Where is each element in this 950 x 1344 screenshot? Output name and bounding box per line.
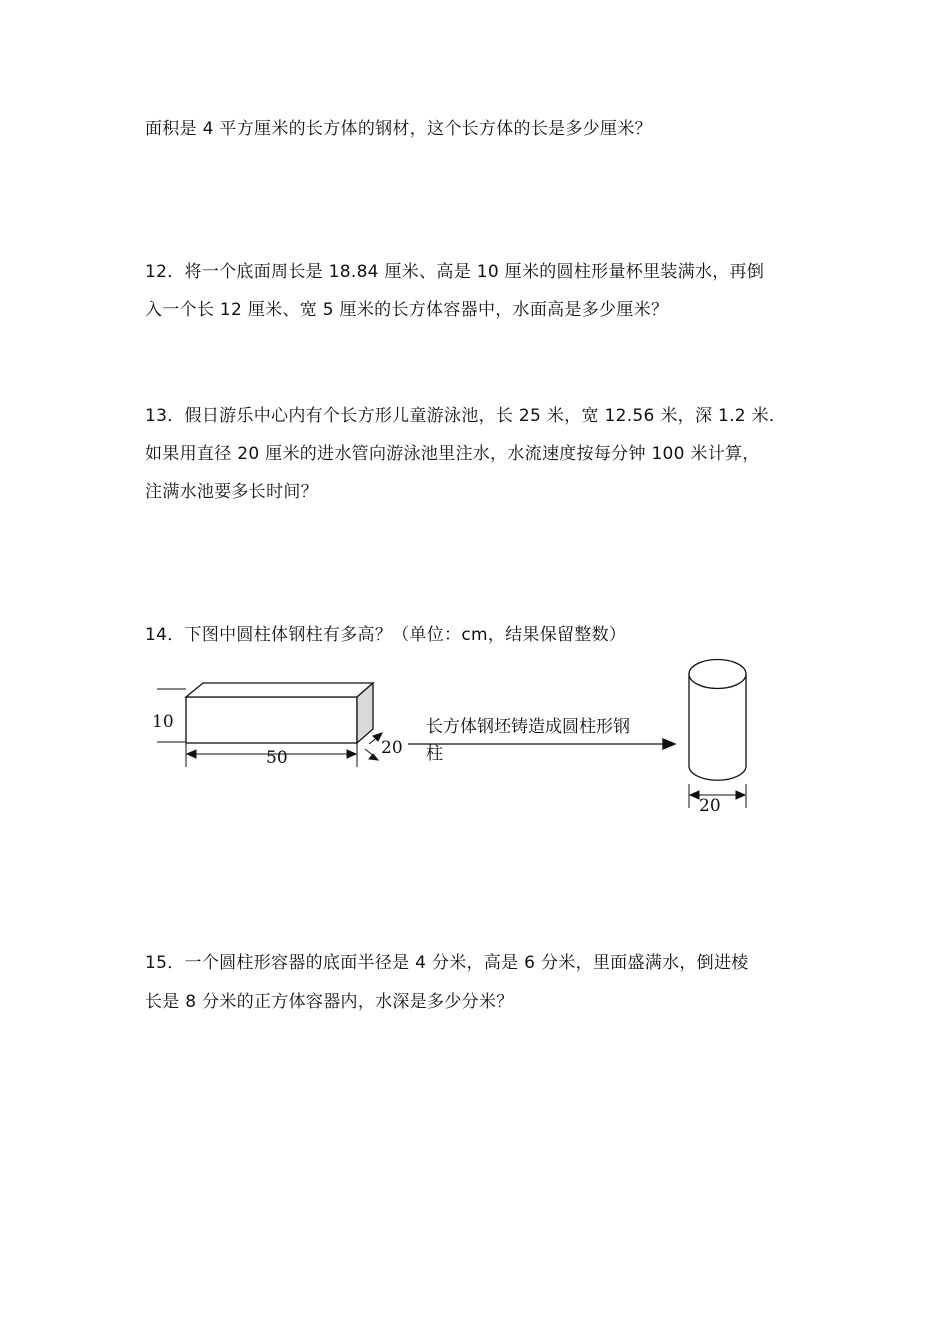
cylinder-figure	[689, 660, 746, 781]
question-12-line-1: 12．将一个底面周长是 18.84 厘米、高是 10 厘米的圆柱形量杯里装满水，再倒	[145, 262, 765, 282]
cylinder-top	[689, 660, 746, 689]
question-13-line-2: 如果用直径 20 厘米的进水管向游泳池里注水，水流速度按每分钟 100 米计算，	[145, 444, 760, 464]
arrow-caption-line-2: 柱	[426, 744, 443, 764]
cuboid-front-face	[186, 697, 357, 743]
question-11-continuation: 面积是 4 平方厘米的长方体的钢材，这个长方体的长是多少厘米？	[145, 119, 652, 139]
question-15-line-2: 长是 8 分米的正方体容器内，水深是多少分米？	[145, 992, 514, 1012]
transform-arrow	[408, 739, 675, 749]
depth-dimension	[365, 733, 382, 760]
question-14-line-1: 14．下图中圆柱体钢柱有多高？（单位：cm，结果保留整数）	[145, 625, 627, 645]
cylinder-body	[689, 674, 746, 780]
cuboid-top-face	[186, 683, 373, 697]
question-12-line-2: 入一个长 12 厘米、宽 5 厘米的长方体容器中，水面高是多少厘米？	[145, 300, 669, 320]
question-13-line-3: 注满水池要多长时间？	[145, 482, 318, 502]
question-15-line-1: 15．一个圆柱形容器的底面半径是 4 分米，高是 6 分米，里面盛满水，倒进棱	[145, 953, 749, 973]
depth-label: 20	[381, 738, 403, 758]
cuboid-figure	[186, 683, 373, 743]
height-label: 10	[152, 712, 174, 732]
diameter-label: 20	[699, 796, 721, 816]
arrow-caption-line-1: 长方体钢坯铸造成圆柱形钢	[426, 717, 630, 737]
length-label: 50	[266, 748, 288, 768]
question-13-line-1: 13．假日游乐中心内有个长方形儿童游泳池，长 25 米，宽 12.56 米，深 1.2 米．	[145, 406, 787, 426]
